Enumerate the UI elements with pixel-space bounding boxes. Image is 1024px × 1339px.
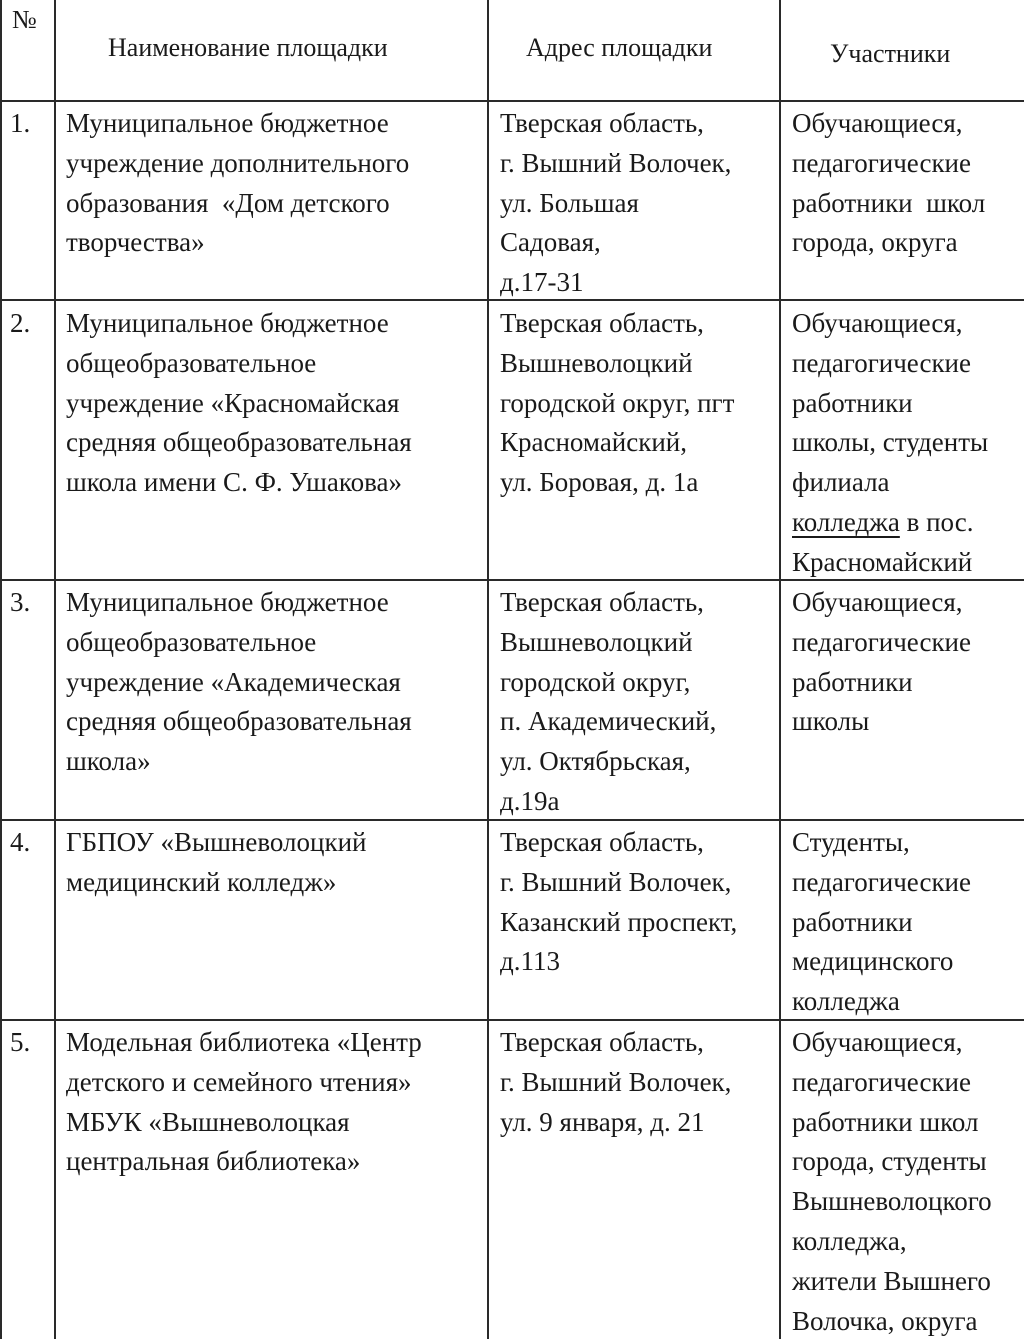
row-4-participants-line: педагогические bbox=[792, 866, 971, 897]
row-2-address-line: Тверская область, bbox=[500, 308, 704, 338]
row-3-name-line: средняя общеобразовательная bbox=[66, 706, 412, 737]
row-5-address-line: г. Вышний Волочек, bbox=[500, 1066, 732, 1097]
row-5-participants-line: Обучающиеся, bbox=[792, 1027, 963, 1057]
row-1-participants bbox=[792, 104, 985, 263]
row-4-address-line: г. Вышний Волочек, bbox=[500, 866, 732, 897]
table-border-left bbox=[0, 0, 2, 1339]
row-3-address-line: д.19а bbox=[500, 785, 560, 816]
row-3-address-line: ул. Октябрьская, bbox=[500, 746, 691, 777]
row-3-participants-line: работники bbox=[792, 666, 913, 697]
row-4-participants-line: работники bbox=[792, 906, 913, 937]
row-2-participants-line: работники bbox=[792, 387, 913, 418]
row-1-name-line: учреждение дополнительного bbox=[66, 147, 410, 178]
row-2-participants-line-underlined bbox=[792, 503, 988, 543]
table-border-col1 bbox=[54, 0, 56, 1339]
row-2-participants-line: школы, студенты bbox=[792, 427, 989, 458]
row-1-name-line: творчества» bbox=[66, 227, 205, 258]
row-4-name bbox=[66, 823, 366, 903]
row-4-name-line: ГБПОУ «Вышневолоцкий bbox=[66, 827, 367, 857]
row-1-name bbox=[66, 104, 409, 263]
row-4-address-line: Казанский проспект, bbox=[500, 906, 738, 937]
row-1-address-line: д.17-31 bbox=[500, 267, 584, 298]
row-3-address-line: городской округ, bbox=[500, 666, 691, 697]
table-border-header bbox=[0, 100, 1024, 102]
row-2-name-line: учреждение «Красномайская bbox=[66, 387, 400, 418]
row-4-name-line: медицинский колледж» bbox=[66, 866, 337, 897]
row-1-participants-line: города, округа bbox=[792, 227, 958, 258]
row-2-name-line: средняя общеобразовательная bbox=[66, 427, 412, 458]
row-5-participants-line: Волочка, округа bbox=[792, 1305, 978, 1336]
row-3-name-line: учреждение «Академическая bbox=[66, 666, 401, 697]
row-5-participants-line: жители Вышнего bbox=[792, 1265, 991, 1296]
row-1-number: 1. bbox=[10, 108, 31, 138]
row-2-name-line: общеобразовательное bbox=[66, 347, 317, 378]
row-4-participants-line: колледжа bbox=[792, 986, 900, 1017]
row-1-address-line: Тверская область, bbox=[500, 108, 704, 138]
row-2-participants bbox=[792, 304, 988, 583]
row-3-address-line: Тверская область, bbox=[500, 587, 704, 617]
underlined-word: колледжа bbox=[792, 506, 900, 537]
row-3-name-line: Муниципальное бюджетное bbox=[66, 587, 389, 617]
row-1-address-line: г. Вышний Волочек, bbox=[500, 147, 732, 178]
row-5-participants-line: колледжа, bbox=[792, 1225, 907, 1256]
row-3-name bbox=[66, 583, 412, 782]
table-border-col2 bbox=[487, 0, 489, 1339]
row-4-participants-line: медицинского bbox=[792, 946, 954, 977]
row-3-participants-line: Обучающиеся, bbox=[792, 587, 963, 617]
row-4-participants-line: Студенты, bbox=[792, 827, 910, 857]
row-3-number: 3. bbox=[10, 587, 31, 617]
row-5-name-line: Модельная библиотека «Центр bbox=[66, 1027, 422, 1057]
row-4-address-line: Тверская область, bbox=[500, 827, 704, 857]
row-5-participants-line: работники школ bbox=[792, 1106, 979, 1137]
row-2-participants-line: Обучающиеся, bbox=[792, 308, 963, 338]
row-2-participants-line: педагогические bbox=[792, 347, 971, 378]
row-2-address bbox=[500, 304, 734, 503]
row-5-participants-line: города, студенты bbox=[792, 1146, 987, 1177]
row-5-name-line: МБУК «Вышневолоцкая bbox=[66, 1106, 350, 1137]
row-5-name-line: центральная библиотека» bbox=[66, 1146, 361, 1177]
row-1-name-line: образования «Дом детского bbox=[66, 187, 390, 218]
row-2-participants-line: филиала bbox=[792, 467, 890, 498]
row-3-name-line: общеобразовательное bbox=[66, 626, 317, 657]
row-2-name-line: школа имени С. Ф. Ушакова» bbox=[66, 467, 403, 498]
row-2-address-line: ул. Боровая, д. 1а bbox=[500, 467, 699, 498]
row-1-name-line: Муниципальное бюджетное bbox=[66, 108, 389, 138]
row-2-name-line: Муниципальное бюджетное bbox=[66, 308, 389, 338]
row-3-participants bbox=[792, 583, 971, 742]
row-3-participants-line: школы bbox=[792, 706, 870, 737]
row-5-name bbox=[66, 1023, 422, 1182]
row-2-participants-line: Красномайский bbox=[792, 546, 973, 577]
row-1-participants-line: Обучающиеся, bbox=[792, 108, 963, 138]
row-1-participants-line: педагогические bbox=[792, 147, 971, 178]
header-name: Наименование площадки bbox=[108, 33, 388, 62]
row-2-address-line: Вышневолоцкий bbox=[500, 347, 693, 378]
row-1-address bbox=[500, 104, 731, 303]
row-5-address bbox=[500, 1023, 731, 1142]
header-address: Адрес площадки bbox=[526, 33, 713, 62]
row-5-participants-line: педагогические bbox=[792, 1066, 971, 1097]
row-3-address-line: Вышневолоцкий bbox=[500, 626, 693, 657]
row-5-participants bbox=[792, 1023, 992, 1339]
row-5-name-line: детского и семейного чтения» bbox=[66, 1066, 412, 1097]
row-1-participants-line: работники школ bbox=[792, 187, 986, 218]
row-1-address-line: ул. Большая bbox=[500, 187, 639, 218]
row-3-address-line: п. Академический, bbox=[500, 706, 717, 737]
header-participants: Участники bbox=[830, 39, 951, 68]
row-3-name-line: школа» bbox=[66, 746, 151, 777]
row-5-number: 5. bbox=[10, 1027, 31, 1057]
row-3-participants-line: педагогические bbox=[792, 626, 971, 657]
row-5-address-line: Тверская область, bbox=[500, 1027, 704, 1057]
row-2-address-line: Красномайский, bbox=[500, 427, 687, 458]
row-4-address bbox=[500, 823, 737, 982]
row-1-address-line: Садовая, bbox=[500, 227, 601, 258]
table-border-col3 bbox=[779, 0, 781, 1339]
header-number: № bbox=[12, 5, 37, 34]
row-5-participants-line: Вышневолоцкого bbox=[792, 1186, 992, 1217]
row-4-number: 4. bbox=[10, 827, 31, 857]
row-3-address bbox=[500, 583, 716, 822]
row-4-address-line: д.113 bbox=[500, 946, 560, 977]
row-2-number: 2. bbox=[10, 308, 31, 338]
after-underlined: в пос. bbox=[899, 506, 974, 537]
row-4-participants bbox=[792, 823, 971, 1022]
row-5-address-line: ул. 9 января, д. 21 bbox=[500, 1106, 705, 1137]
row-2-address-line: городской округ, пгт bbox=[500, 387, 735, 418]
row-2-name bbox=[66, 304, 412, 503]
